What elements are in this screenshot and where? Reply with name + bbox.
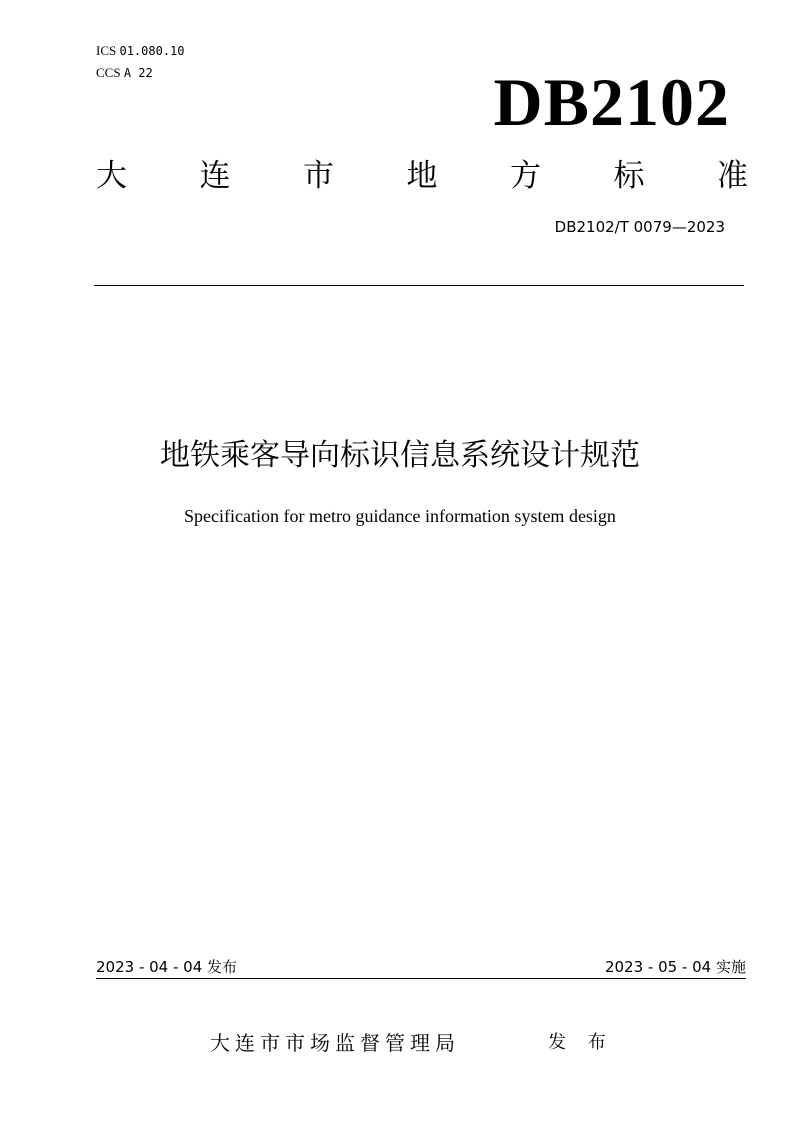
ccs-label: CCS: [96, 65, 121, 80]
implement-date-group: [605, 956, 746, 978]
implement-label: 实施: [715, 958, 746, 976]
ics-label: ICS: [96, 43, 117, 58]
footer-divider: [96, 978, 746, 979]
date-row: [96, 956, 746, 978]
standard-type-char: 大: [96, 158, 127, 194]
standard-type-title: [96, 154, 748, 198]
ccs-line: [96, 62, 185, 84]
issuing-authority: 大连市市场监督管理局: [210, 1031, 460, 1055]
standard-type-char: 连: [199, 158, 231, 194]
document-title-chinese: 地铁乘客导向标识信息系统设计规范: [160, 438, 640, 473]
standard-number: DB2102/T 0079—2023: [554, 218, 725, 236]
implement-date: 2023 - 05 - 04: [604, 958, 712, 976]
document-title-english: Specification for metro guidance information system design: [184, 506, 616, 526]
standard-type-char: 标: [613, 158, 645, 194]
ics-line: [96, 40, 185, 62]
db-code-heading: DB2102: [493, 64, 730, 140]
issue-date: 2023 - 04 - 04: [96, 958, 203, 976]
standard-type-char: 市: [303, 158, 334, 194]
ccs-value: A 22: [123, 66, 153, 80]
classification-codes: [96, 40, 185, 84]
header-divider: [94, 285, 744, 286]
issue-date-group: [96, 956, 237, 978]
issue-label: 发布: [207, 958, 238, 976]
standard-type-char: 地: [406, 158, 438, 194]
ics-value: 01.080.10: [119, 44, 185, 58]
publish-label: 发 布: [548, 1032, 614, 1053]
standard-type-char: 方: [510, 158, 541, 194]
standard-type-char: 准: [717, 158, 748, 194]
